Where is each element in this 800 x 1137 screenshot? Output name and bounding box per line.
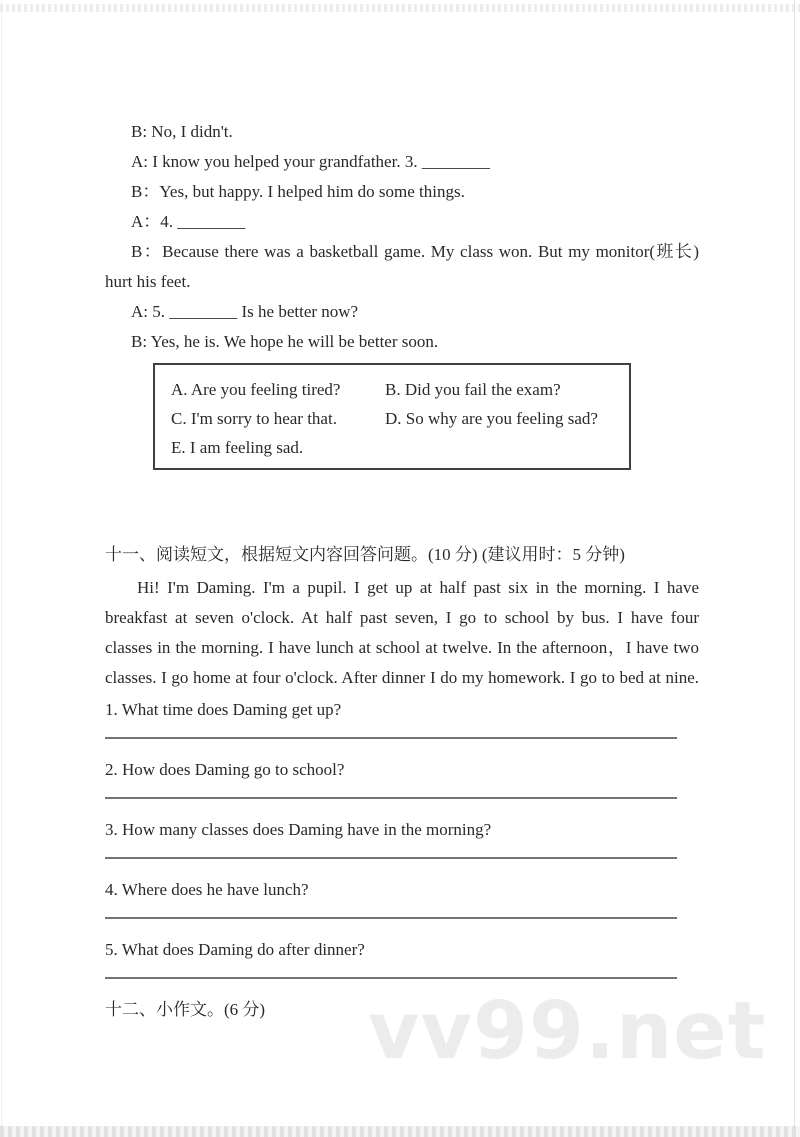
dialogue-line: B：Because there was a basketball game. My class won. But my monitor(班长)	[131, 242, 699, 261]
question-5: 5. What does Daming do after dinner?	[105, 940, 365, 959]
dialogue-line: A: I know you helped your grandfather. 3. ________	[131, 152, 490, 171]
passage-line: breakfast at seven o'clock. At half past seven, I go to school by bus. I have four	[105, 608, 699, 627]
page-content	[105, 117, 699, 1025]
option-e: E. I am feeling sad.	[171, 438, 304, 457]
dialogue-line: A: 5. ________ Is he better now?	[131, 302, 359, 321]
reading-passage	[105, 573, 699, 693]
option-c: C. I'm sorry to hear that.	[171, 409, 337, 428]
dialogue-line: B：Yes, but happy. I helped him do some things.	[131, 182, 465, 201]
scan-edge-top	[0, 4, 800, 12]
section-12-heading: 十二、小作文。(6 分)	[105, 1000, 266, 1019]
dialogue-exercise	[105, 117, 699, 357]
answer-blank-line-2	[105, 797, 677, 799]
answer-blank-line-3	[105, 857, 677, 859]
answer-blank-line-4	[105, 917, 677, 919]
dialogue-line: A：4. ________	[131, 212, 246, 231]
scan-edge-left	[1, 0, 2, 1137]
dialogue-line-continuation: hurt his feet.	[105, 272, 191, 291]
comprehension-questions	[105, 695, 699, 979]
question-4: 4. Where does he have lunch?	[105, 880, 309, 899]
question-3: 3. How many classes does Daming have in the morning?	[105, 820, 492, 839]
question-1: 1. What time does Daming get up?	[105, 700, 342, 719]
passage-line: classes. I go home at four o'clock. After dinner I do my homework. I go to bed at nine.	[105, 668, 699, 687]
answer-options-box	[153, 363, 631, 470]
option-d: D. So why are you feeling sad?	[385, 409, 598, 428]
answer-blank-line-5	[105, 977, 677, 979]
passage-line: classes in the morning. I have lunch at school at twelve. In the afternoon，I have two	[105, 638, 699, 657]
option-b: B. Did you fail the exam?	[385, 380, 561, 399]
answer-blank-line-1	[105, 737, 677, 739]
question-2: 2. How does Daming go to school?	[105, 760, 345, 779]
passage-line: Hi! I'm Daming. I'm a pupil. I get up at half past six in the morning. I have	[137, 578, 699, 597]
dialogue-line: B: No, I didn't.	[131, 122, 233, 141]
scan-edge-right	[794, 0, 795, 1137]
section-11-heading: 十一、阅读短文，根据短文内容回答问题。(10 分) (建议用时：5 分钟)	[105, 545, 625, 564]
scan-edge-bottom	[0, 1126, 800, 1137]
dialogue-line: B: Yes, he is. We hope he will be better soon.	[131, 332, 439, 351]
option-a: A. Are you feeling tired?	[171, 380, 341, 399]
watermark: vv99.net	[368, 985, 767, 1077]
